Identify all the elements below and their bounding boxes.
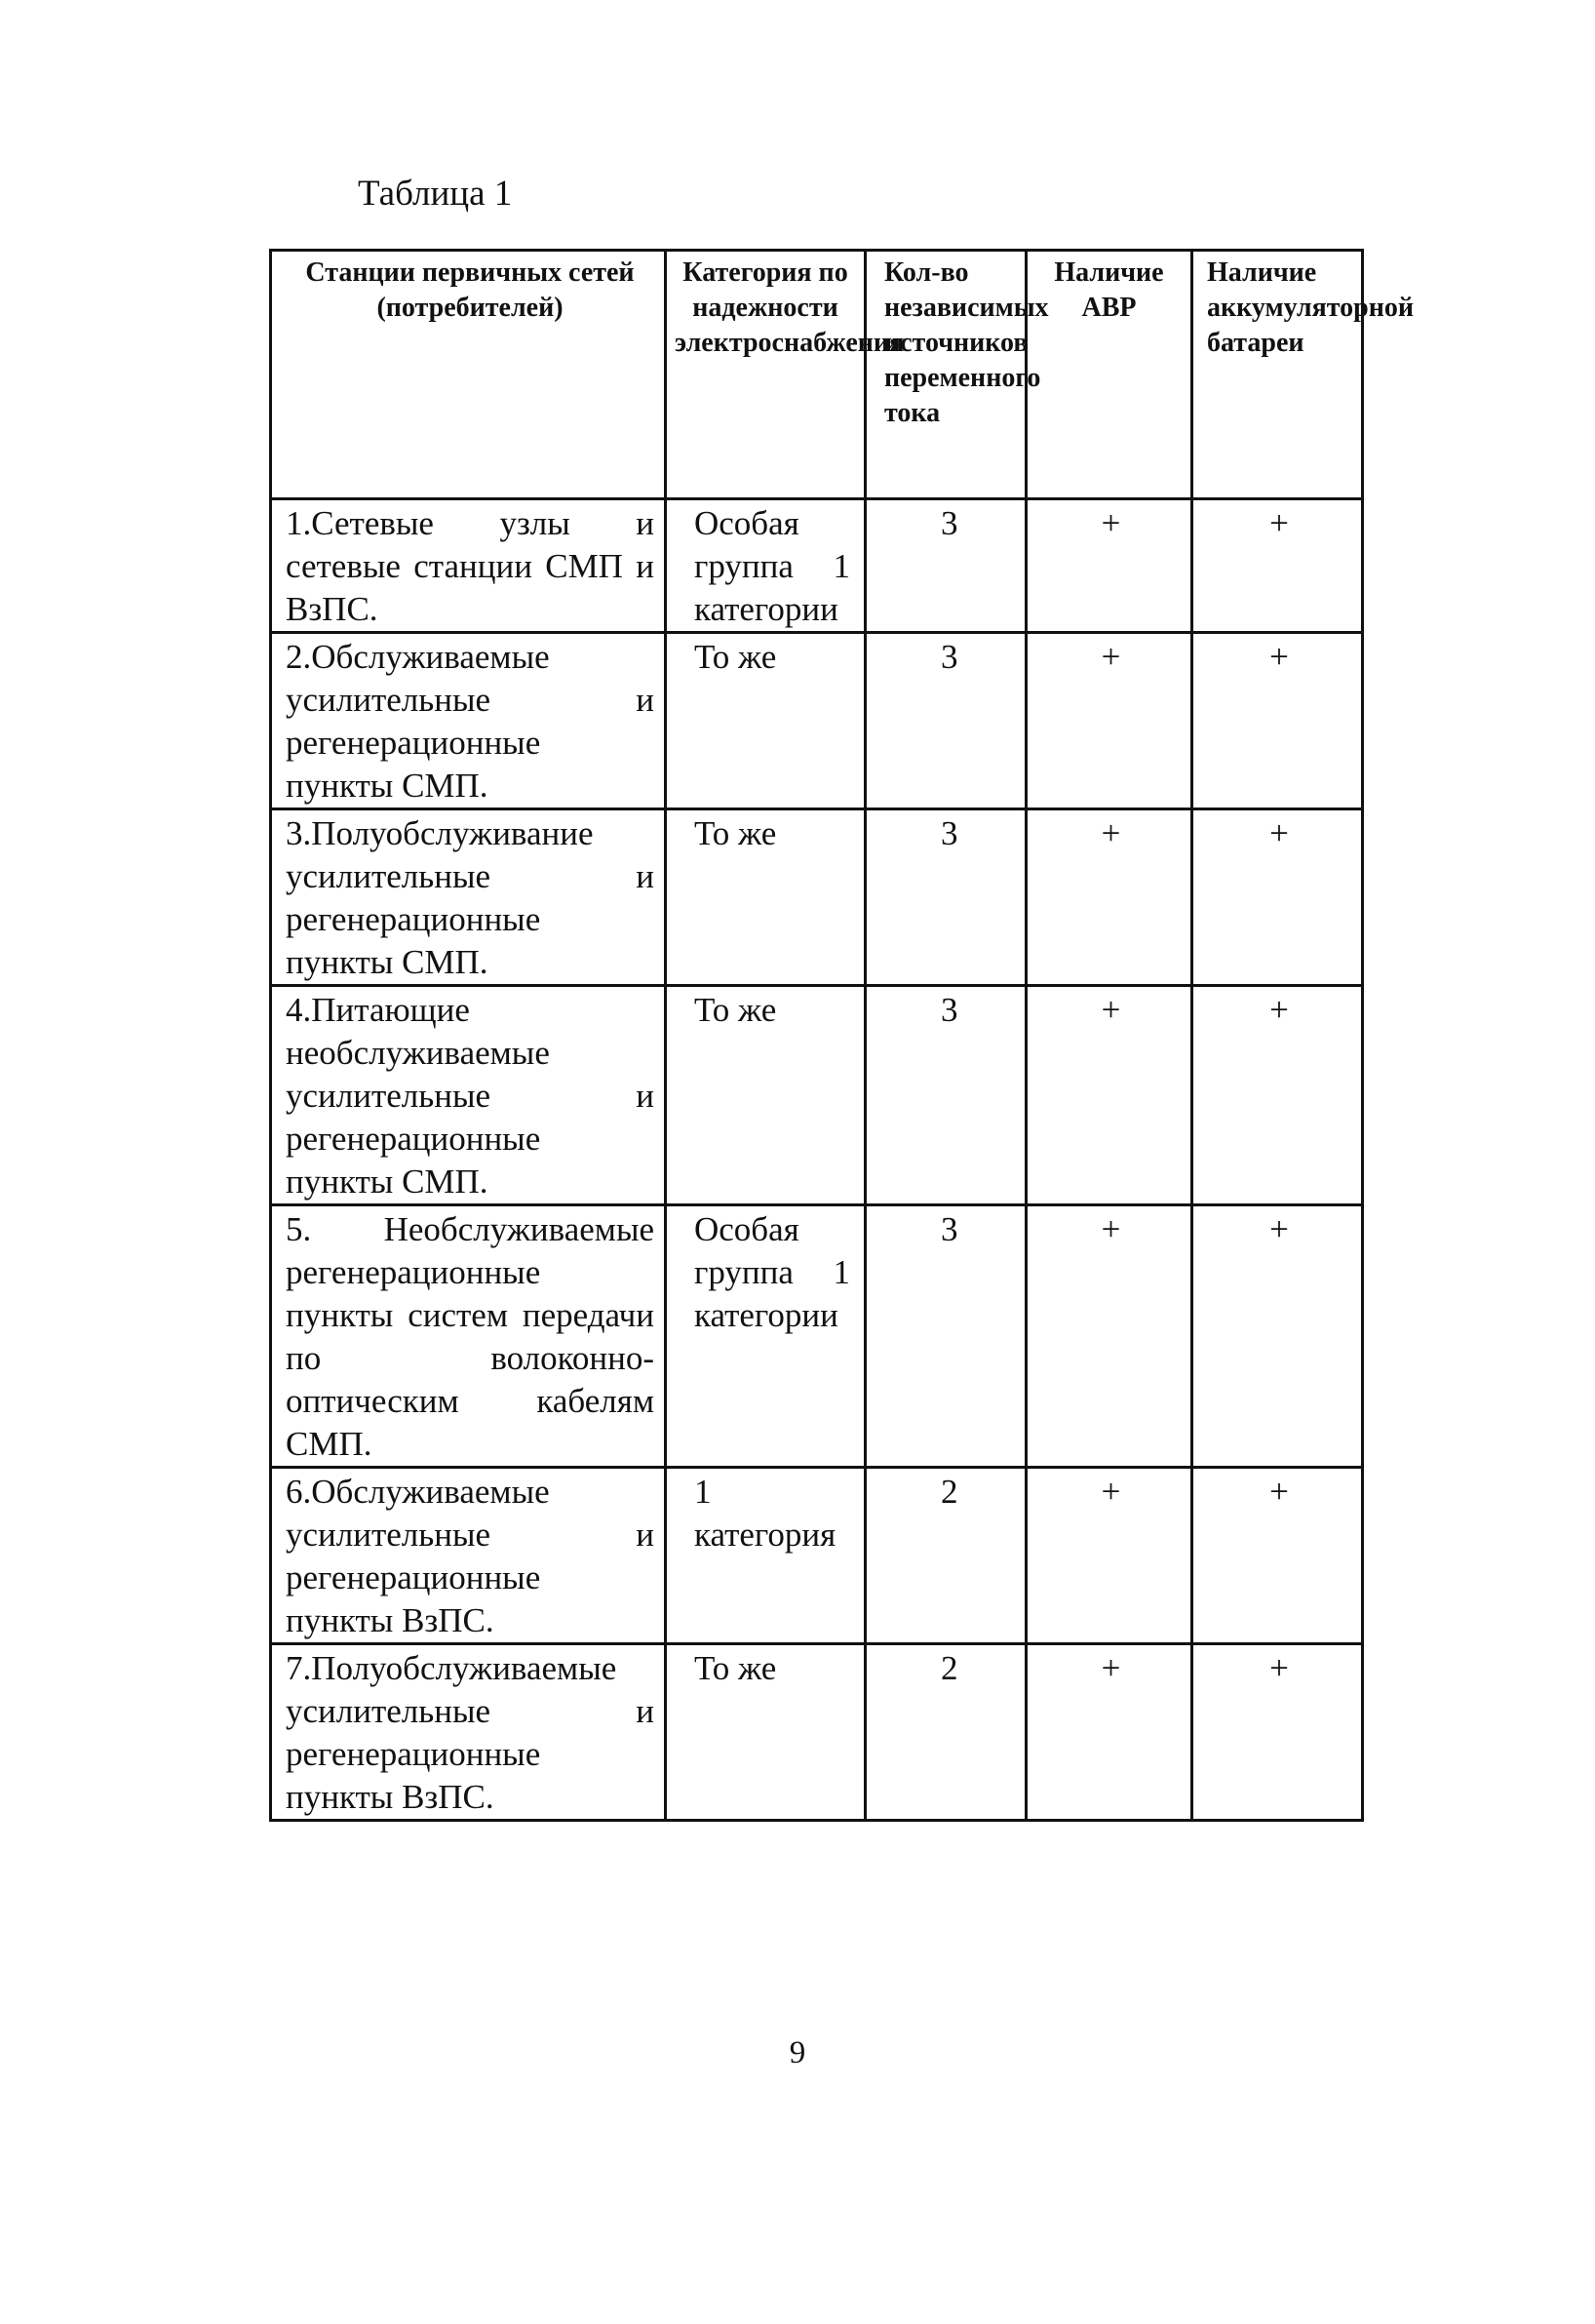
cell-station bbox=[271, 1468, 666, 1644]
station-text: 2.Обслуживаемые усилительные и регенерационные пункты СМП. bbox=[286, 638, 654, 805]
category-text: 1 категория bbox=[694, 1473, 836, 1554]
cell-avr bbox=[1027, 1205, 1192, 1468]
cell-station bbox=[271, 1205, 666, 1468]
header-battery bbox=[1192, 251, 1414, 499]
category-text: Особая группа 1 категории bbox=[694, 1210, 850, 1334]
cell-category bbox=[666, 1468, 866, 1644]
cell-station bbox=[271, 1644, 666, 1821]
avr-text: + bbox=[1101, 1649, 1121, 1687]
station-text: 3.Полуобслуживание усилительные и регенерационные пункты СМП. bbox=[286, 814, 654, 981]
category-text: То же bbox=[694, 638, 777, 676]
battery-text: + bbox=[1269, 1473, 1289, 1511]
category-text: То же bbox=[694, 814, 777, 852]
table-row bbox=[271, 633, 1363, 809]
station-text: 1.Сетевые узлы и сетевые станции СМП и ВзПС. bbox=[286, 504, 654, 628]
cell-battery bbox=[1192, 809, 1363, 986]
reliability-table bbox=[269, 249, 1414, 1822]
avr-text: + bbox=[1101, 1210, 1121, 1248]
sources-text: 2 bbox=[941, 1473, 958, 1511]
table-row bbox=[271, 1468, 1363, 1644]
table-caption: Таблица 1 bbox=[358, 174, 513, 214]
cell-sources bbox=[866, 1468, 1027, 1644]
cell-category bbox=[666, 633, 866, 809]
avr-text: + bbox=[1101, 1473, 1121, 1511]
page-number: 9 bbox=[789, 2035, 806, 2070]
sources-text: 2 bbox=[941, 1649, 958, 1687]
cell-station bbox=[271, 809, 666, 986]
battery-text: + bbox=[1269, 814, 1289, 852]
cell-battery bbox=[1192, 1468, 1363, 1644]
cell-station bbox=[271, 986, 666, 1205]
station-text: 4.Питающие необслуживаемые усилительные и регенерационные пункты СМП. bbox=[286, 991, 654, 1201]
sources-text: 3 bbox=[941, 991, 958, 1029]
cell-sources bbox=[866, 499, 1027, 633]
battery-text: + bbox=[1269, 504, 1289, 542]
avr-text: + bbox=[1101, 814, 1121, 852]
table-row bbox=[271, 1205, 1363, 1468]
cell-battery bbox=[1192, 1205, 1363, 1468]
cell-category bbox=[666, 499, 866, 633]
cell-sources bbox=[866, 809, 1027, 986]
table-row bbox=[271, 986, 1363, 1205]
battery-text: + bbox=[1269, 991, 1289, 1029]
header-category bbox=[666, 251, 905, 499]
sources-text: 3 bbox=[941, 504, 958, 542]
cell-sources bbox=[866, 633, 1027, 809]
sources-text: 3 bbox=[941, 638, 958, 676]
header-avr bbox=[1027, 251, 1192, 499]
cell-avr bbox=[1027, 633, 1192, 809]
station-text: 5. Необслуживаемые регенерационные пункты систем передачи по волоконно-оптическим кабелям СМП. bbox=[286, 1210, 654, 1463]
header-sources-label: Кол-во независимых источников переменного тока bbox=[884, 257, 1049, 428]
sources-text: 3 bbox=[941, 1210, 958, 1248]
category-text: То же bbox=[694, 1649, 777, 1687]
cell-battery bbox=[1192, 986, 1363, 1205]
header-avr-label: Наличие АВР bbox=[1054, 257, 1164, 323]
cell-station bbox=[271, 633, 666, 809]
avr-text: + bbox=[1101, 638, 1121, 676]
header-category-label: Категория по надежности электроснабжения bbox=[675, 257, 905, 358]
header-sources bbox=[866, 251, 1049, 499]
table-row bbox=[271, 809, 1363, 986]
table-row bbox=[271, 1644, 1363, 1821]
cell-sources bbox=[866, 986, 1027, 1205]
station-text: 7.Полуобслуживаемые усилительные и регенерационные пункты ВзПС. bbox=[286, 1649, 654, 1816]
cell-battery bbox=[1192, 499, 1363, 633]
cell-sources bbox=[866, 1205, 1027, 1468]
cell-avr bbox=[1027, 809, 1192, 986]
header-battery-label: Наличие аккумуляторной батареи bbox=[1207, 257, 1414, 358]
avr-text: + bbox=[1101, 504, 1121, 542]
cell-avr bbox=[1027, 986, 1192, 1205]
cell-avr bbox=[1027, 1644, 1192, 1821]
cell-avr bbox=[1027, 1468, 1192, 1644]
cell-category bbox=[666, 1644, 866, 1821]
cell-battery bbox=[1192, 633, 1363, 809]
cell-sources bbox=[866, 1644, 1027, 1821]
table-header-row bbox=[271, 251, 1363, 499]
cell-battery bbox=[1192, 1644, 1363, 1821]
cell-station bbox=[271, 499, 666, 633]
category-text: То же bbox=[694, 991, 777, 1029]
cell-category bbox=[666, 986, 866, 1205]
battery-text: + bbox=[1269, 1649, 1289, 1687]
station-text: 6.Обслуживаемые усилительные и регенерационные пункты ВзПС. bbox=[286, 1473, 654, 1639]
header-stations-label: Станции первичных сетей (потребителей) bbox=[305, 257, 635, 323]
cell-category bbox=[666, 809, 866, 986]
header-stations bbox=[271, 251, 666, 499]
battery-text: + bbox=[1269, 638, 1289, 676]
cell-avr bbox=[1027, 499, 1192, 633]
cell-category bbox=[666, 1205, 866, 1468]
battery-text: + bbox=[1269, 1210, 1289, 1248]
sources-text: 3 bbox=[941, 814, 958, 852]
table-row bbox=[271, 499, 1363, 633]
avr-text: + bbox=[1101, 991, 1121, 1029]
category-text: Особая группа 1 категории bbox=[694, 504, 850, 628]
